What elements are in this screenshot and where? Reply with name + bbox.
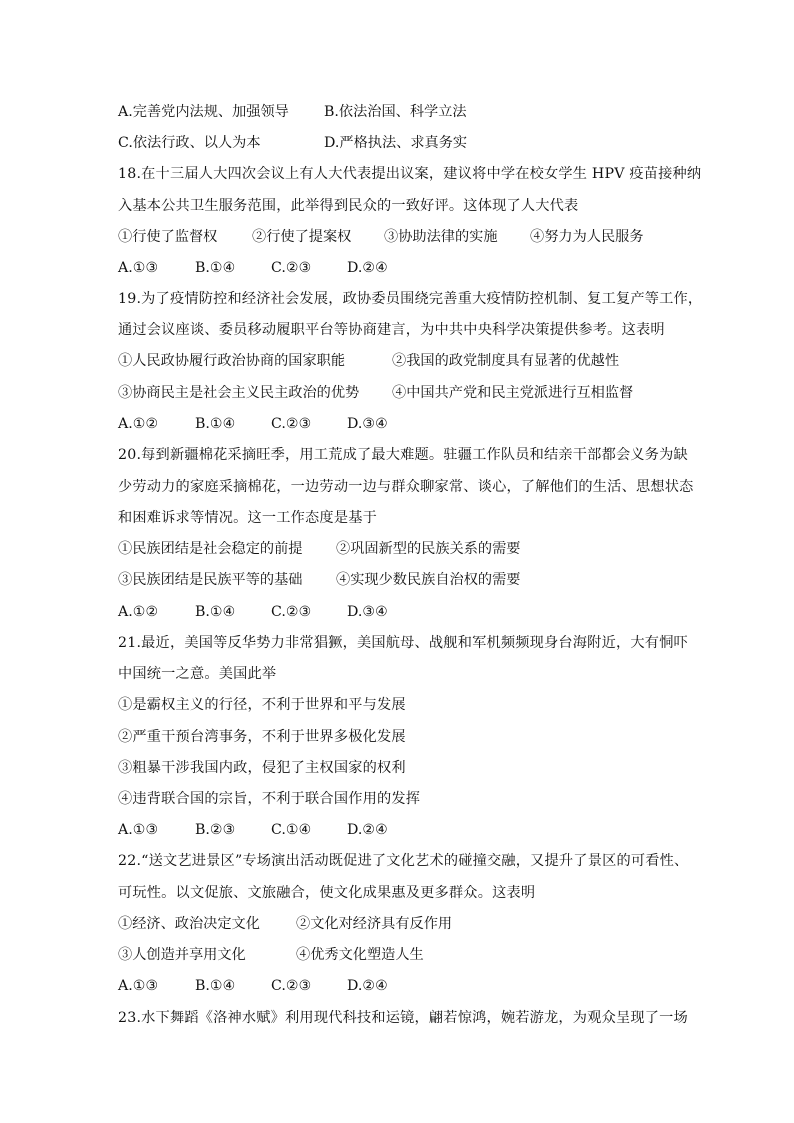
q17-option-a: A.完善党内法规、加强领导 (118, 104, 289, 120)
q21-choice-a: A.①③ (118, 822, 159, 838)
q22-statement-1: ①经济、政治决定文化 (118, 916, 260, 932)
q18-choice-c: C.②③ (271, 260, 312, 276)
q18-statement-1: ①行使了监督权 (118, 229, 218, 245)
q20-choice-d: D.③④ (347, 604, 388, 620)
q22-choice-a: A.①③ (118, 978, 159, 994)
q20-statement-2: ②巩固新型的民族关系的需要 (336, 541, 521, 557)
q18-stem-line1: 18.在十三届人大四次会议上有人大代表提出议案，建议将中学在校女学生 HPV 疫苗接种纳 (118, 166, 702, 182)
q19-stem-line2: 通过会议座谈、委员移动履职平台等协商建言，为中共中央科学决策提供参考。这表明 (118, 322, 665, 338)
q21-statement-2: ②严重干预台湾事务，不利于世界多极化发展 (118, 729, 406, 745)
q21-choice-c: C.①④ (271, 822, 312, 838)
q21-choice-d: D.②④ (347, 822, 388, 838)
q22-statement-3: ③人创造并享用文化 (118, 947, 246, 963)
q18-choice-d: D.②④ (347, 260, 388, 276)
q22-stem-line2: 可玩性。以文促旅、文旅融合，使文化成果惠及更多群众。这表明 (118, 885, 536, 901)
q19-statement-3: ③协商民主是社会主义民主政治的优势 (118, 385, 360, 401)
q19-choice-b: B.①④ (195, 416, 236, 432)
q19-statement-1: ①人民政协履行政治协商的国家职能 (118, 353, 346, 369)
q21-stem-line1: 21.最近，美国等反华势力非常猖獗，美国航母、战舰和军机频频现身台海附近，大有恫吓 (118, 635, 688, 651)
q22-choice-c: C.②③ (271, 978, 312, 994)
q21-statement-3: ③粗暴干涉我国内政，侵犯了主权国家的权利 (118, 760, 406, 776)
q21-choice-b: B.②③ (195, 822, 236, 838)
q19-choice-c: C.②③ (271, 416, 312, 432)
q22-statement-2: ②文化对经济具有反作用 (296, 916, 453, 932)
q18-choice-b: B.①④ (195, 260, 236, 276)
q20-statement-4: ④实现少数民族自治权的需要 (336, 572, 521, 588)
q17-option-d: D.严格执法、求真务实 (324, 135, 468, 151)
q22-stem-line1: 22.“送文艺进景区”专场演出活动既促进了文化艺术的碰撞交融，又提升了景区的可看性、 (118, 853, 689, 869)
q18-statement-2: ②行使了提案权 (252, 229, 352, 245)
q17-option-c: C.依法行政、以人为本 (118, 135, 261, 151)
q19-choice-d: D.③④ (347, 416, 388, 432)
q18-stem-line2: 入基本公共卫生服务范围，此举得到民众的一致好评。这体现了人大代表 (118, 198, 579, 214)
q20-stem-line3: 和困难诉求等情况。这一工作态度是基于 (118, 510, 377, 526)
q20-choice-a: A.①② (118, 604, 159, 620)
q17-option-b: B.依法治国、科学立法 (324, 104, 467, 120)
q21-statement-1: ①是霸权主义的行径，不利于世界和平与发展 (118, 697, 406, 713)
q20-choice-c: C.②③ (271, 604, 312, 620)
q22-statement-4: ④优秀文化塑造人生 (296, 947, 424, 963)
q19-stem-line1: 19.为了疫情防控和经济社会发展，政协委员围绕完善重大疫情防控机制、复工复产等工作， (118, 291, 703, 307)
q22-choice-b: B.①④ (195, 978, 236, 994)
q18-choice-a: A.①③ (118, 260, 159, 276)
q20-statement-1: ①民族团结是社会稳定的前提 (118, 541, 303, 557)
q19-statement-2: ②我国的政党制度具有显著的优越性 (392, 353, 620, 369)
q18-statement-3: ③协助法律的实施 (384, 229, 498, 245)
q21-statement-4: ④违背联合国的宗旨，不利于联合国作用的发挥 (118, 791, 421, 807)
q23-stem-line1: 23.水下舞蹈《洛神水赋》利用现代科技和运镜，翩若惊鸿，婉若游龙，为观众呈现了一场 (118, 1010, 688, 1026)
q20-stem-line2: 少劳动力的家庭采摘棉花，一边劳动一边与群众聊家常、谈心，了解他们的生活、思想状态 (118, 479, 694, 495)
q20-stem-line1: 20.每到新疆棉花采摘旺季，用工荒成了最大难题。驻疆工作队员和结亲干部都会义务为缺 (118, 447, 688, 463)
q20-statement-3: ③民族团结是民族平等的基础 (118, 572, 303, 588)
q20-choice-b: B.①④ (195, 604, 236, 620)
q18-statement-4: ④努力为人民服务 (530, 229, 644, 245)
q22-choice-d: D.②④ (347, 978, 388, 994)
q19-choice-a: A.①② (118, 416, 159, 432)
q21-stem-line2: 中国统一之意。美国此举 (118, 666, 277, 682)
q19-statement-4: ④中国共产党和民主党派进行互相监督 (392, 385, 634, 401)
